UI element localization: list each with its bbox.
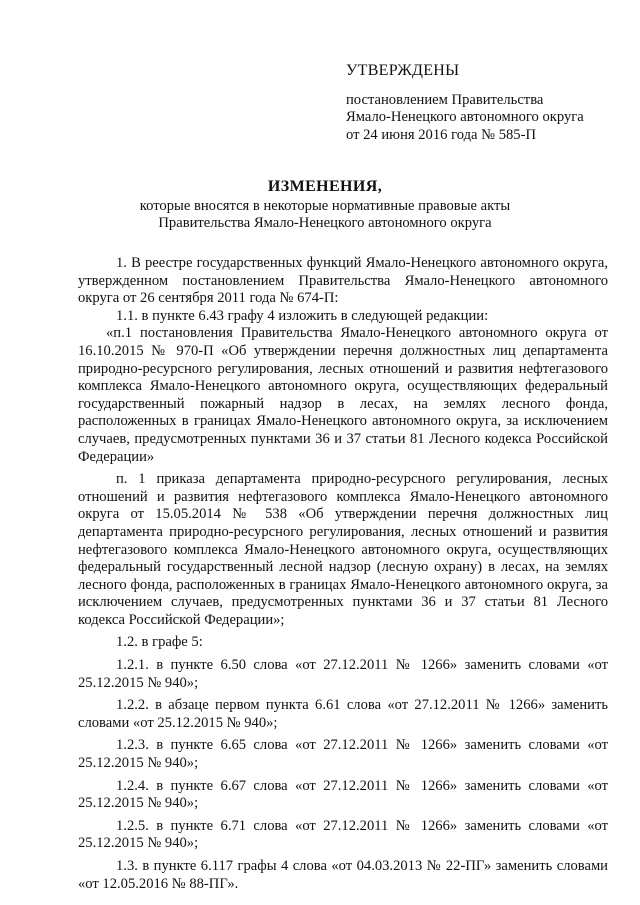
approval-line-1: постановлением Правительства	[346, 91, 544, 108]
document-subtitle-line-2: Правительства Ямало-Ненецкого автономного округа	[158, 215, 492, 232]
approval-block	[346, 62, 626, 144]
paragraph-1-1: 1.1. в пункте 6.43 графу 4 изложить в следующей редакции:	[116, 307, 489, 324]
paragraph-quote-2: п. 1 приказа департамента природно-ресурсного регулирования, лесных отношений и развития нефтегазового комплекса Ямало-Ненецкого автономного округа от 15.05.2014 № 538 «Об утверждении перечня должностных лиц департамента природно-ресурсного регулирования, лесных отношений и развития нефтегазового комплекса Ямало-Ненецкого автономного округа, осуществляющих федеральный государственный лесной надзор (лесную охрану) в лесах, на землях лесного фонда, расположенных в границах Ямало-Ненецкого автономного округа, за исключением случаев, предусмотренных пунктами 36 и 37 статьи 81 Лесного кодекса Российской Федерации»;	[78, 471, 608, 628]
paragraph-1-2-4: 1.2.4. в пункте 6.67 слова «от 27.12.2011 № 1266» заменить словами «от 25.12.2015 № 940»;	[78, 777, 608, 812]
paragraph-1-2-2: 1.2.2. в абзаце первом пункта 6.61 слова «от 27.12.2011 № 1266» заменить словами «от 25.12.2015 № 940»;	[78, 697, 608, 731]
paragraph-1-3: 1.3. в пункте 6.117 графы 4 слова «от 04.03.2013 № 22-ПГ» заменить словами «от 12.05.2016 № 88-ПГ».	[78, 858, 608, 892]
document-subtitle-line-1: которые вносятся в некоторые нормативные правовые акты	[139, 197, 511, 214]
paragraph-1-2-3: 1.2.3. в пункте 6.65 слова «от 27.12.2011 № 1266» заменить словами «от 25.12.2015 № 940»;	[78, 737, 608, 772]
approval-line-2: Ямало-Ненецкого автономного округа	[346, 109, 584, 126]
document-body	[78, 255, 608, 893]
paragraph-quote-1: «п.1 постановления Правительства Ямало-Ненецкого автономного округа от 16.10.2015 № 970-П «Об утверждении перечня должностных лиц департамента природно-ресурсного регулирования, лесных отношений и развития нефтегазового комплекса Ямало-Ненецкого автономного округа, осуществляющих федеральный государственный пожарный надзор в лесах, на землях лесного фонда, расположенных в границах Ямало-Ненецкого автономного округа, за исключением случаев, предусмотренных пунктами 36 и 37 статьи 81 Лесного кодекса Российской Федерации»	[78, 325, 608, 465]
document-title: ИЗМЕНЕНИЯ,	[267, 178, 383, 195]
paragraph-1-2-5: 1.2.5. в пункте 6.71 слова «от 27.12.2011 № 1266» заменить словами «от 25.12.2015 № 940»;	[78, 817, 608, 852]
paragraph-1-2: 1.2. в графе 5:	[116, 634, 203, 651]
paragraph-1-2-1: 1.2.1. в пункте 6.50 слова «от 27.12.2011 № 1266» заменить словами «от 25.12.2015 № 940»;	[78, 657, 608, 691]
paragraph-1: 1. В реестре государственных функций Ямало-Ненецкого автономного округа, утвержденном постановлением Правительства Ямало-Ненецкого автономного округа от 26 сентября 2011 года № 674-П:	[78, 255, 608, 307]
title-block	[40, 178, 610, 233]
approval-heading: УТВЕРЖДЕНЫ	[346, 62, 460, 79]
approval-line-3: от 24 июня 2016 года № 585-П	[346, 126, 537, 143]
